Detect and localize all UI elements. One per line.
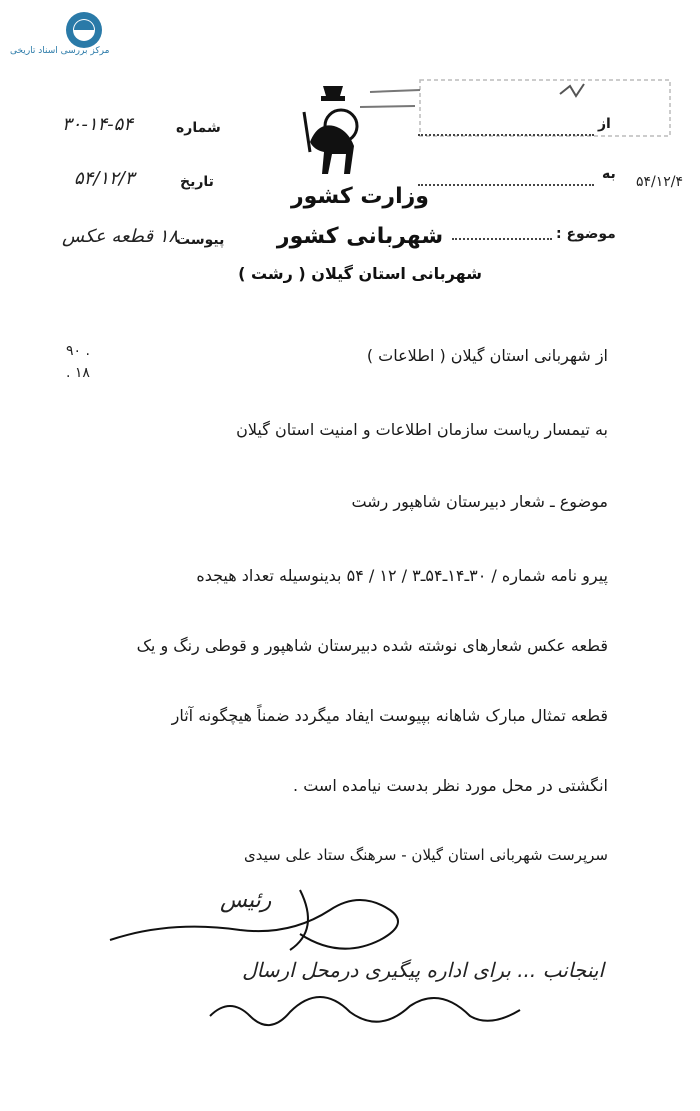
body-from-line: از شهربانی استان گیلان ( اطلاعات ) (366, 346, 608, 365)
lion-and-sun-emblem-icon (296, 82, 370, 184)
from-label: از (598, 116, 611, 132)
body-paragraph-line-4: انگشتی در محل مورد نظر بدست نیامده است . (293, 776, 608, 795)
to-dotted-line (418, 184, 594, 186)
body-paragraph-line-3: قطعه تمثال مبارک شاهانه بپیوست ایفاد میگردد ضمناً هیچگونه آثار (171, 706, 608, 725)
archive-logo (14, 8, 126, 66)
handwritten-note-bottom: اینجانب ... برای اداره پیگیری درمحل ارسال (242, 958, 604, 982)
number-value: ۳۰-۱۴-۵۴ (62, 114, 133, 135)
handwritten-note-chief: رئیس (220, 888, 272, 913)
attachment-label: پیوست (176, 232, 225, 248)
bottom-handwriting-scribble (200, 986, 530, 1036)
body-subject-line: موضوع ـ شعار دبیرستان شاهپور رشت (351, 492, 608, 511)
police-title: شهربانی کشور (276, 224, 444, 249)
body-paragraph-line-2: قطعه عکس شعارهای نوشته شده دبیرستان شاهپور و قوطی رنگ و یک (136, 636, 608, 655)
date-label: تاریخ (180, 174, 214, 190)
archive-logo-text: مرکز بررسی اسناد تاریخی (10, 46, 110, 56)
body-to-line: به تیمسار ریاست سازمان اطلاعات و امنیت استان گیلان (236, 420, 608, 439)
body-paragraph-line-1: پیرو نامه شماره / ۳۰ـ۱۴ـ۵۴ـ۳ / ۱۲ / ۵۴ بدینوسیله تعداد هیجده (196, 566, 608, 585)
number-label: شماره (176, 120, 221, 136)
to-label: به (602, 166, 616, 182)
left-margin-note: ۹۰ . . ۱۸ (66, 343, 90, 381)
attachment-value: ۱۸ قطعه عکس (62, 226, 179, 247)
office-title: شهربانی استان گیلان ( رشت ) (238, 264, 482, 283)
subject-label: موضوع : (556, 226, 616, 242)
signature-line: سرپرست شهربانی استان گیلان - سرهنگ ستاد علی سیدی (244, 846, 608, 864)
right-margin-note: ۵۴/۱۲/۴ (636, 174, 684, 190)
date-value: ۵۴/۱۲/۳ (74, 168, 135, 189)
from-dotted-line (418, 134, 594, 136)
signature-scribble (100, 880, 520, 960)
subject-dotted-line (452, 238, 552, 240)
faded-stamp (360, 72, 680, 142)
ministry-title: وزارت کشور (291, 184, 429, 209)
